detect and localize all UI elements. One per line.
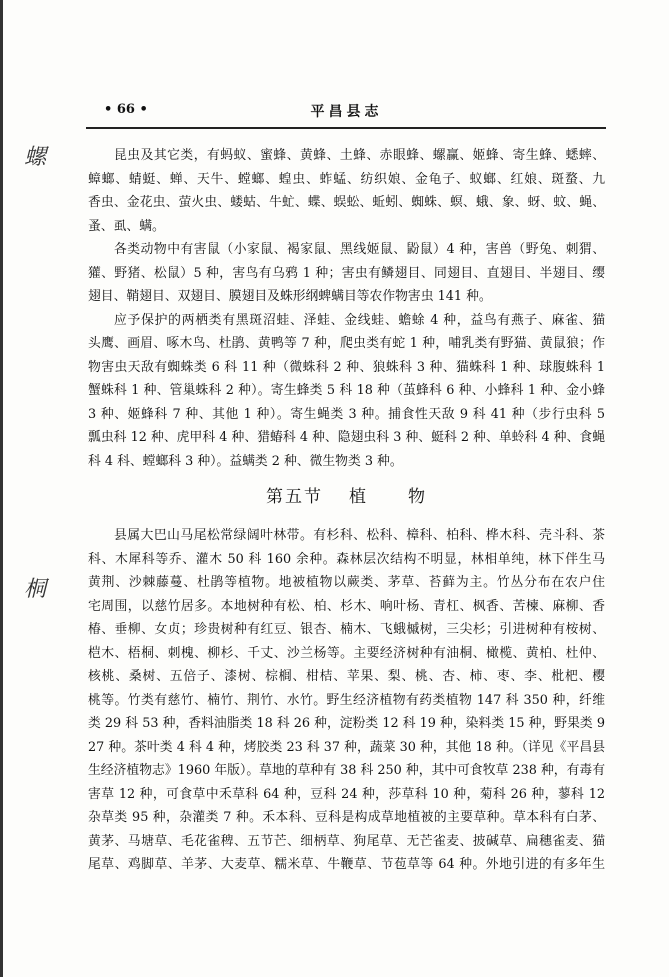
text-line: 类 29 科 53 种，香料油脂类 18 科 26 种，淀粉类 12 科 19 种，染料类 15 种，野果类 9 (88, 716, 605, 731)
text-line: 科 4 科、螳螂科 3 种）。益螨类 2 种、微生物类 3 种。 (88, 453, 403, 469)
text-line: 27 种。茶叶类 4 科 4 种，烤胶类 23 科 37 种，蔬菜 30 种，其他 18 种。（详见《平昌县 (88, 739, 605, 755)
scan-edge (0, 0, 3, 977)
text-line: 物害虫天敌有蜘蛛类 6 科 11 种（微蛛科 2 种、狼蛛科 3 种、猫蛛科 1 种、球腹蛛科 1 (88, 359, 605, 375)
text-line: 蟹蛛科 1 种、管巢蛛科 2 种）。寄生蜂类 5 科 18 种（茧蜂科 6 种、小蜂科 1 种、金小蜂 (88, 383, 605, 398)
text-line: 宅周围，以慈竹居多。本地树种有松、柏、杉木、响叶杨、青杠、枫香、苦楝、麻柳、香 (88, 598, 605, 614)
page-body (88, 144, 605, 877)
margin-note: 桐 (24, 577, 47, 602)
text-line: 桃等。竹类有慈竹、楠竹、荆竹、水竹。野生经济植物有药类植物 147 科 350 种，纤维 (88, 692, 605, 708)
section-heading-word: 物 (408, 487, 427, 507)
text-line: 瓢虫科 12 种、虎甲科 4 种、猎蝽科 4 种、隐翅虫科 3 种、蜓科 2 种、单蛉科 4 种、食蝇 (88, 430, 605, 445)
book-title: 平昌县志 (310, 104, 383, 120)
text-line: 尾草、鸡脚草、羊茅、大麦草、糯米草、牛鞭草、节苞草等 64 种。外地引进的有多年生 (88, 857, 605, 872)
page-number: • 66 • (104, 102, 148, 117)
margin-note: 螺 (24, 145, 47, 170)
text-line: 蚤、虱、螨。 (88, 218, 165, 234)
text-line: 翅目、鞘翅目、双翅目、膜翅目及蛛形纲蜱螨目等农作物害虫 141 种。 (88, 289, 492, 304)
text-line: 头鹰、画眉、啄木鸟、杜鹃、黄鸭等 7 种，爬虫类有蛇 1 种，哺乳类有野猫、黄鼠狼；作 (88, 336, 605, 351)
text-line: 县属大巴山马尾松常绿阔叶林带。有杉科、松科、樟科、柏科、桦木科、壳斗科、茶 (114, 528, 605, 543)
text-line: 黄荆、沙棘藤蔓、杜鹃等植物。地被植物以蕨类、茅草、苔藓为主。竹丛分布在农户住 (88, 575, 605, 590)
text-line: 蟑螂、蜻蜓、蝉、天牛、螳螂、蝗虫、蚱蜢、纺织娘、金龟子、蚁螂、红娘、斑蝥、九 (88, 171, 605, 187)
text-line: 黄茅、马塘草、毛花雀稗、五节芒、细柄草、狗尾草、无芒雀麦、披碱草、扁穗雀麦、猫 (88, 833, 605, 849)
text-line: 各类动物中有害鼠（小家鼠、褐家鼠、黑线姬鼠、鼢鼠）4 种，害兽（野兔、刺猬、 (114, 242, 605, 257)
text-line: 害草 12 种，可食草中禾草科 64 种，豆科 24 种，莎草科 10 种，菊科 26 种，蓼科 12 (88, 786, 605, 802)
section-heading-word: 植 (349, 487, 368, 507)
text-line: 应予保护的两栖类有黑斑沼蛙、泽蛙、金线蛙、蟾蜍 4 种，益鸟有燕子、麻雀、猫 (114, 312, 605, 328)
text-line: 昆虫及其它类，有蚂蚁、蜜蜂、黄蜂、土蜂、赤眼蜂、螺赢、姬蜂、寄生蜂、蟋蟀、 (114, 148, 605, 163)
text-line: 獾、野猪、松鼠）5 种，害鸟有乌鸦 1 种；害虫有鳞翅目、同翅目、直翅目、半翅目、缨 (88, 265, 605, 281)
page-header (88, 100, 605, 124)
section-heading (88, 473, 605, 524)
text-line: 科、木犀科等乔、灌木 50 科 160 余种。森林层次结构不明显，林相单纯，林下伴生马 (88, 551, 605, 567)
text-line: 3 种、姬蜂科 7 种、其他 1 种）。寄生蝇类 3 种。捕食性天敌 9 科 41 种（步行虫科 5 (88, 406, 605, 422)
text-line: 香虫、金花虫、萤火虫、蝼蛄、牛虻、蝶、蜈蚣、蚯蚓、蜘蛛、螟、蛾、象、蚜、蚊、蝇、 (88, 195, 605, 210)
text-line: 椿、垂柳、女贞；珍贵树种有红豆、银杏、楠木、飞蛾槭树，三尖杉；引进树种有桉树、 (88, 622, 605, 637)
text-line: 桤木、梧桐、刺槐、柳杉、千丈、沙兰杨等。主要经济树种有油桐、橄榄、黄柏、杜仲、 (88, 645, 605, 661)
text-line: 杂草类 95 种，杂灌类 7 种。禾本科、豆科是构成草地植被的主要草种。草本科有白茅、 (88, 810, 605, 825)
section-heading-word: 第五节 (266, 487, 323, 507)
text-line: 生经济植物志》1960 年版）。草地的草种有 38 科 250 种，其中可食牧草 238 种，有毒有 (88, 763, 605, 778)
text-line: 核桃、桑树、五倍子、漆树、棕榈、柑桔、苹果、梨、桃、杏、柿、枣、李、枇杷、樱 (88, 669, 605, 684)
header-rule (86, 127, 606, 129)
